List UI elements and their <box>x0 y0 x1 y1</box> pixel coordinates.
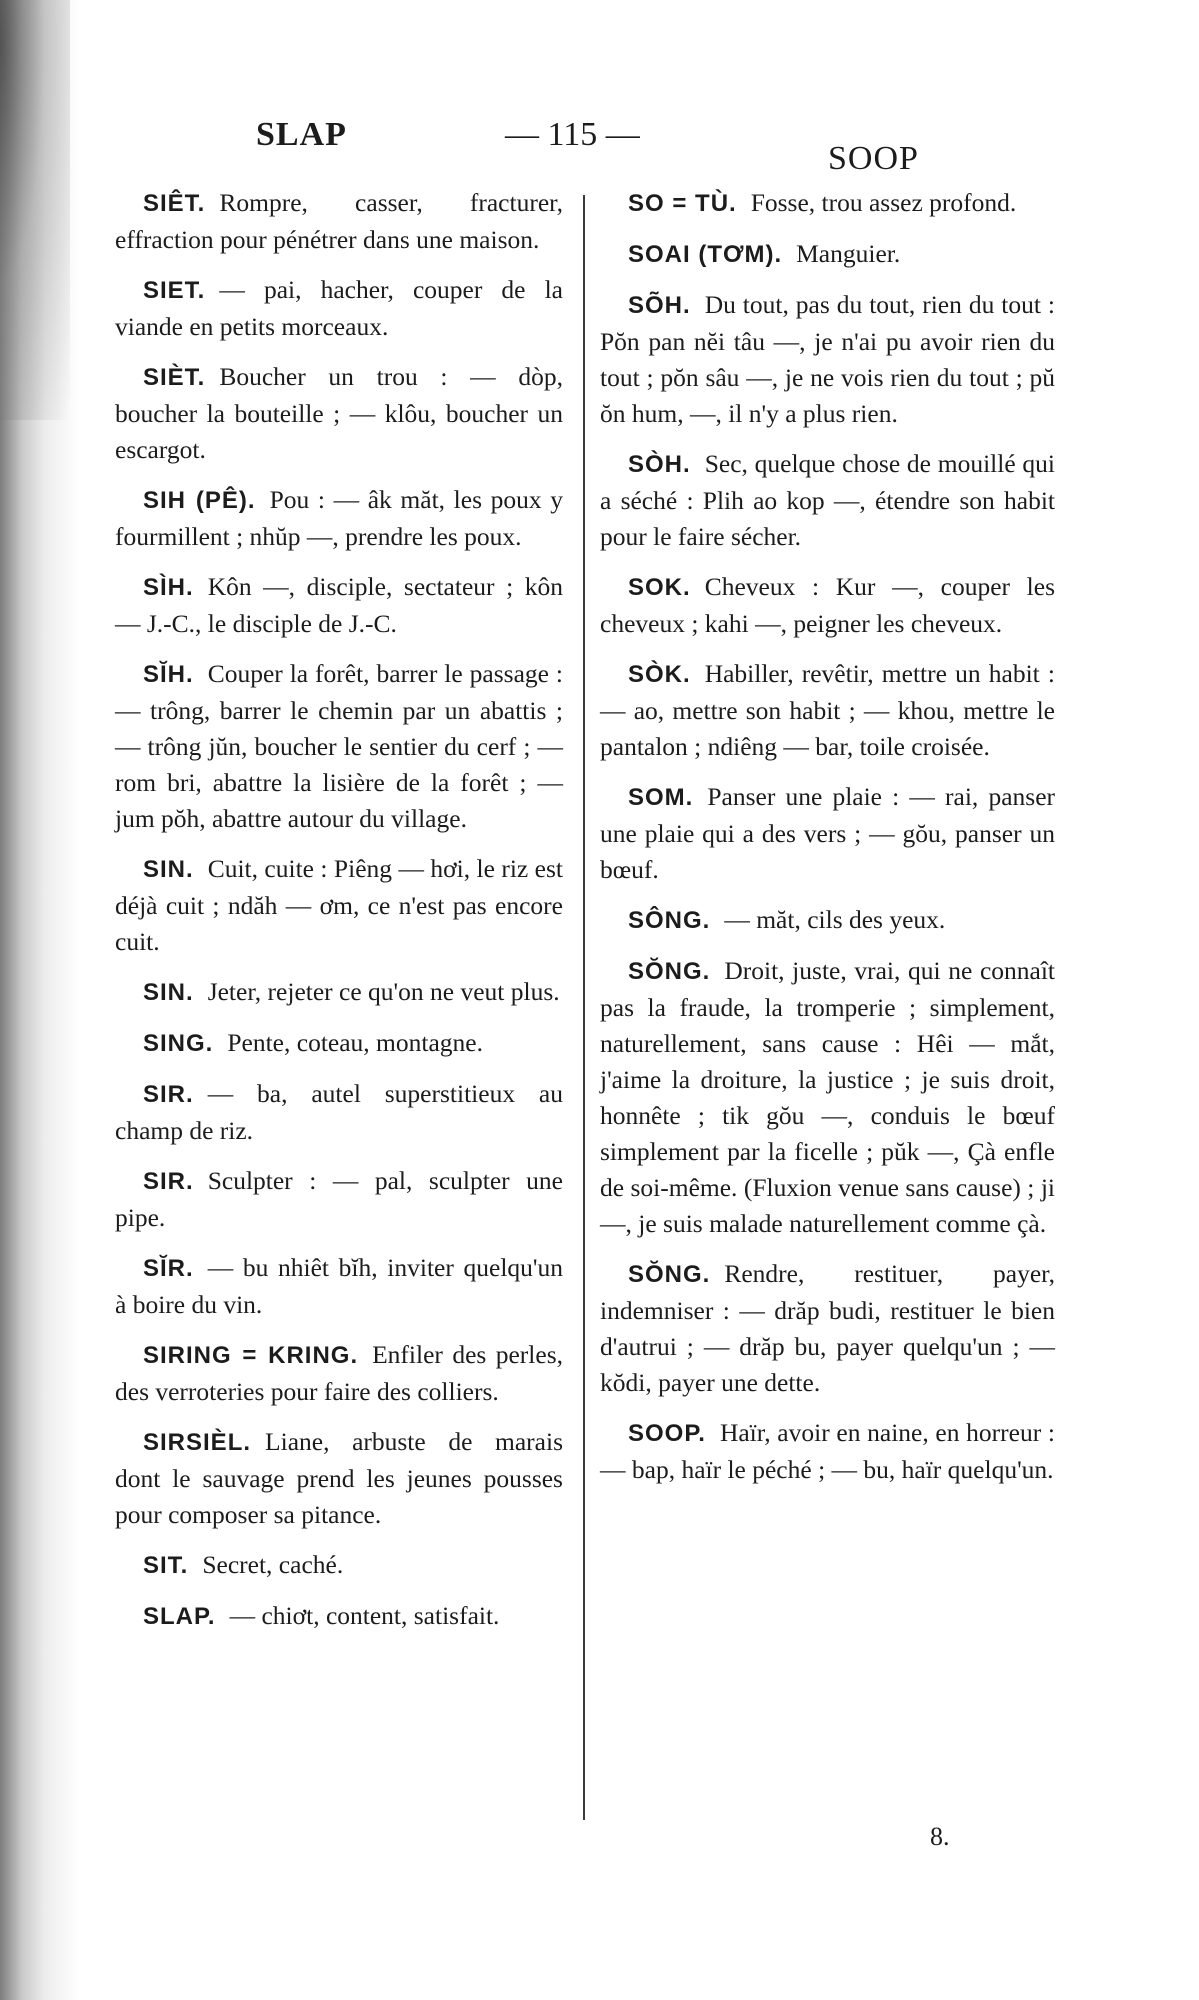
entry-definition: Jeter, rejeter ce qu'on ne veut plus. <box>207 977 560 1006</box>
entry-headword: SÒH. <box>628 451 691 478</box>
entry-headword: SÌH. <box>143 574 194 601</box>
entry-definition: Secret, caché. <box>202 1550 344 1579</box>
dictionary-entry <box>600 779 1055 888</box>
entry-definition: Haïr, avoir en naine, en horreur : — bap, haïr le péché ; — bu, haïr quelqu'un. <box>600 1418 1055 1484</box>
dictionary-entry <box>115 569 563 642</box>
dictionary-entry <box>115 272 563 345</box>
dictionary-entry <box>600 185 1055 222</box>
dictionary-entry <box>115 851 563 960</box>
entry-definition: Pente, coteau, montagne. <box>227 1028 483 1057</box>
entry-headword: SĬR. <box>143 1255 194 1282</box>
entry-headword: SIN. <box>143 856 194 883</box>
entry-definition: — pai, hacher, couper de la viande en petits morceaux. <box>115 275 563 341</box>
entry-headword: SIÈT. <box>143 364 206 391</box>
entry-definition: Droit, juste, vrai, qui ne connaît pas la fraude, la tromperie ; simplement, naturellement, sans cause : Hêi — mắt, j'aime la droiture, la justice ; je suis droit, honnête ; tik gŏu —, conduis le bœuf simplement par la ficelle ; pŭk —, Çà enfle de soi-même. (Fluxion venue sans cause) ; ji —, je suis malade naturellement comme çà. <box>600 956 1055 1238</box>
dictionary-entry <box>600 236 1055 273</box>
entry-definition: — ba, autel superstitieux au champ de riz. <box>115 1079 563 1145</box>
dictionary-entry <box>600 446 1055 555</box>
dictionary-entry <box>115 1250 563 1323</box>
entry-definition: Couper la forêt, barrer le passage : — trông, barrer le chemin par un abattis ; — trông jŭn, boucher le sentier du cerf ; — rom bri, abattre la lisière de la forêt ; — jum pŏh, abattre autour du village. <box>115 659 563 833</box>
entry-definition: Sculpter : — pal, sculpter une pipe. <box>115 1166 563 1232</box>
running-header <box>0 108 1199 178</box>
signature-mark: 8. <box>930 1822 950 1851</box>
dictionary-entry <box>115 1163 563 1236</box>
entry-definition: — bu nhiêt bĭh, inviter quelqu'un à boire du vin. <box>115 1253 563 1319</box>
entry-headword: SĬH. <box>143 661 194 688</box>
entry-definition: Liane, arbuste de marais dont le sauvage prend les jeunes pousses pour composer sa pitance. <box>115 1427 563 1529</box>
entry-headword: SIRING = KRING. <box>143 1342 359 1369</box>
entry-definition: Cuit, cuite : Piêng — hơi, le riz est déjà cuit ; ndăh — ơm, ce n'est pas encore cuit. <box>115 854 563 956</box>
entry-definition: Panser une plaie : — rai, panser une plaie qui a des vers ; — gŏu, panser un bœuf. <box>600 782 1055 884</box>
dictionary-entry <box>600 902 1055 939</box>
dictionary-entry <box>115 974 563 1011</box>
entry-definition: Cheveux : Kur —, couper les cheveux ; kahi —, peigner les cheveux. <box>600 572 1055 638</box>
entry-definition: Habiller, revêtir, mettre un habit : — ao, mettre son habit ; — khou, mettre le pantalon ; ndiêng — bar, toile croisée. <box>600 659 1055 761</box>
entry-headword: SING. <box>143 1030 214 1057</box>
entry-definition: — măt, cils des yeux. <box>724 905 946 934</box>
entry-definition: Sec, quelque chose de mouillé qui a séché : Plih ao kop —, étendre son habit pour le faire sécher. <box>600 449 1055 551</box>
header-right-guide-word: SOOP <box>828 140 919 177</box>
dictionary-entry <box>115 1547 563 1584</box>
entry-headword: SŎNG. <box>628 958 711 985</box>
dictionary-entry <box>600 287 1055 432</box>
dictionary-entry <box>115 1025 563 1062</box>
entry-definition: Boucher un trou : — dòp, boucher la bouteille ; — klôu, boucher un escargot. <box>115 362 563 464</box>
entry-definition: Pou : — âk măt, les poux y fourmillent ; nhŭp —, prendre les poux. <box>115 485 563 551</box>
dictionary-entry <box>115 359 563 468</box>
dictionary-entry <box>600 569 1055 642</box>
entry-headword: SIR. <box>143 1081 194 1108</box>
entry-definition: Enfiler des perles, des verroteries pour faire des colliers. <box>115 1340 563 1406</box>
entry-headword: SIT. <box>143 1552 189 1579</box>
entry-definition: Manguier. <box>796 239 901 268</box>
page-number: — 115 — <box>505 116 640 153</box>
entry-headword: SO = TÙ. <box>628 190 737 217</box>
right-column <box>600 185 1055 1502</box>
dictionary-entry <box>600 1256 1055 1401</box>
entry-headword: SIET. <box>143 277 206 304</box>
dictionary-entry <box>115 656 563 837</box>
dictionary-entry <box>115 482 563 555</box>
dictionary-entry <box>115 185 563 258</box>
header-left-guide-word: SLAP <box>256 116 347 153</box>
entry-definition: Fosse, trou assez profond. <box>750 188 1017 217</box>
entry-headword: SIH (PÊ). <box>143 487 256 514</box>
entry-headword: SÒK. <box>628 661 691 688</box>
entry-headword: SOM. <box>628 784 694 811</box>
dictionary-entry <box>600 953 1055 1242</box>
left-column <box>115 185 563 1649</box>
dictionary-entry <box>115 1076 563 1149</box>
entry-headword: SOAI (TƠM). <box>628 241 783 268</box>
entry-headword: SIÊT. <box>143 190 206 217</box>
entry-definition: Rompre, casser, fracturer, effraction pour pénétrer dans une maison. <box>115 188 563 254</box>
entry-definition: — chiơt, content, satisfait. <box>229 1601 500 1630</box>
entry-headword: SÕH. <box>628 292 691 319</box>
entry-headword: SOOP. <box>628 1420 706 1447</box>
entry-headword: SÔNG. <box>628 907 711 934</box>
column-divider <box>583 195 585 1820</box>
dictionary-entry <box>115 1424 563 1533</box>
spine-shadow <box>0 0 70 420</box>
entry-headword: SŎNG. <box>628 1261 711 1288</box>
entry-headword: SLAP. <box>143 1603 216 1630</box>
dictionary-entry <box>115 1598 563 1635</box>
entry-definition: Du tout, pas du tout, rien du tout : Pŏn pan nĕi tâu —, je n'ai pu avoir rien du tout ; pŏn sâu —, je ne vois rien du tout ; pŭ ŏn hum, —, il n'y a plus rien. <box>600 290 1055 428</box>
entry-definition: Kôn —, disciple, sectateur ; kôn — J.-C., le disciple de J.-C. <box>115 572 563 638</box>
entry-headword: SIR. <box>143 1168 194 1195</box>
entry-headword: SOK. <box>628 574 691 601</box>
entry-definition: Rendre, restituer, payer, indemniser : — drăp budi, restituer le bien d'autrui ; — drăp bu, payer quelqu'un ; — kŏdi, payer une dette. <box>600 1259 1055 1397</box>
dictionary-entry <box>115 1337 563 1410</box>
entry-headword: SIRSIÈL. <box>143 1429 252 1456</box>
dictionary-entry <box>600 656 1055 765</box>
dictionary-entry <box>600 1415 1055 1488</box>
entry-headword: SIN. <box>143 979 194 1006</box>
